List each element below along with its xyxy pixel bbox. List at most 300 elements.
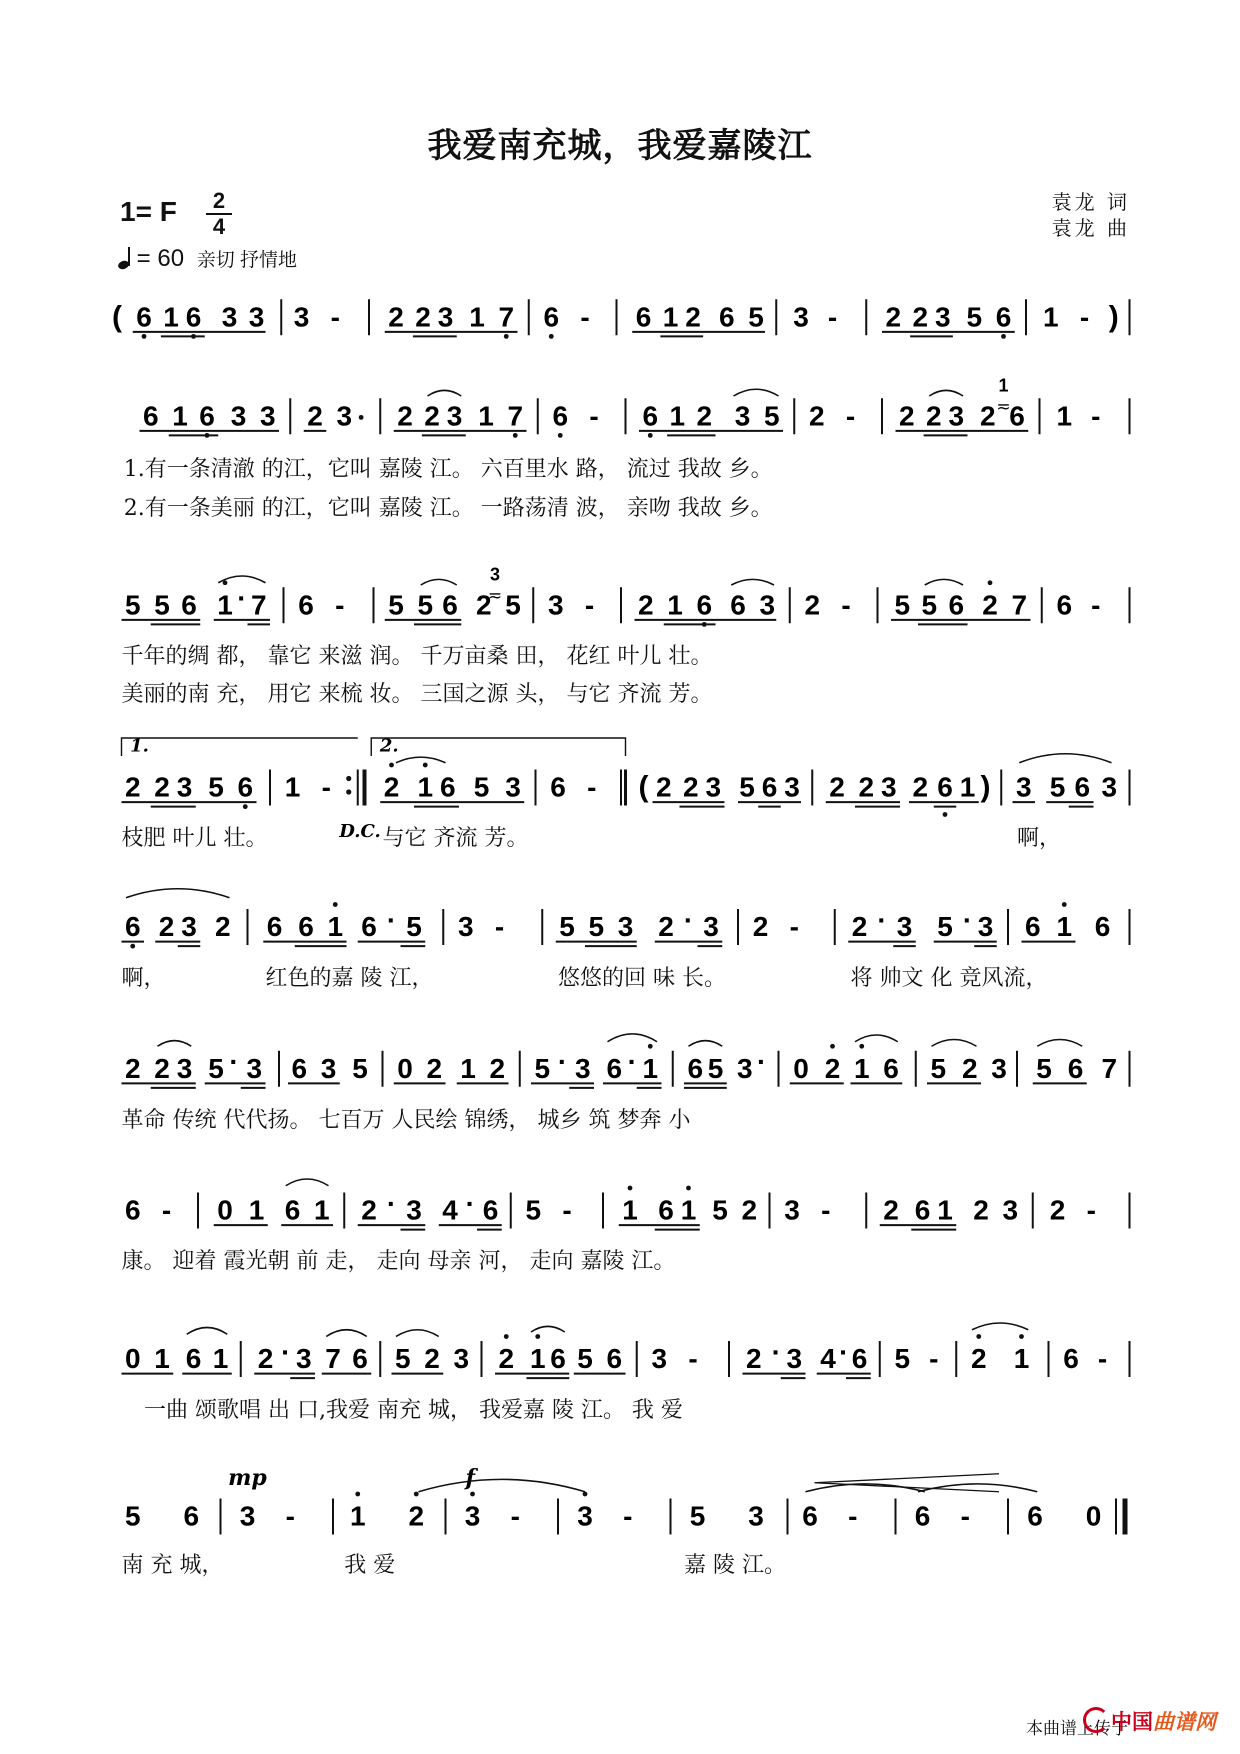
- note: 6: [237, 771, 254, 803]
- note: 5: [1049, 771, 1066, 803]
- note: 5: [534, 1052, 551, 1084]
- aug-dot: ·: [683, 904, 694, 936]
- slur: [918, 1484, 1037, 1492]
- note: 7: [507, 400, 524, 432]
- note: 7: [498, 301, 515, 333]
- aug-dot: ·: [386, 1187, 397, 1219]
- note: 2: [970, 1343, 987, 1374]
- note: 3: [336, 400, 353, 432]
- key-signature: 1= F: [120, 196, 177, 227]
- note: 2: [912, 771, 929, 803]
- high-octave-dot: [583, 1492, 588, 1497]
- lyric-line-6: 革命 传统 代代扬。 七百万 人民绘 锦绣， 城乡 筑 梦奔 小: [121, 1107, 691, 1133]
- note: 6: [1056, 589, 1073, 621]
- score-title: 我爱南充城，我爱嘉陵江: [427, 126, 813, 166]
- dash: -: [827, 301, 838, 333]
- note: 5: [208, 771, 224, 803]
- note: 2: [658, 911, 674, 942]
- note: 6: [1027, 1500, 1043, 1532]
- note: 2: [741, 1194, 758, 1226]
- slur: [396, 1330, 439, 1337]
- note: 2: [383, 771, 400, 803]
- note: 5: [937, 911, 953, 942]
- note: 5: [525, 1194, 542, 1226]
- note: 6: [1009, 400, 1025, 432]
- lyric-verse-1: 千年的绸 都， 靠它 来滋 润。 千万亩桑 田， 花红 叶儿 壮。: [121, 644, 713, 669]
- note: 1: [460, 1052, 476, 1084]
- dynamic-f: f: [465, 1465, 475, 1491]
- dash: -: [841, 589, 851, 621]
- dash: -: [330, 301, 340, 333]
- note: 6: [439, 771, 456, 803]
- note: 0: [124, 1343, 141, 1374]
- note: 3: [1015, 771, 1032, 803]
- low-octave-dot: [702, 622, 707, 627]
- upload-text: 本曲谱上传于: [1026, 1719, 1128, 1738]
- note: 6: [442, 589, 458, 621]
- grace-mark: ≂: [487, 585, 503, 605]
- note: 2: [158, 911, 175, 942]
- site-name-2: 曲谱网: [1153, 1711, 1216, 1734]
- lyric-line-9a: 南 充 城，: [121, 1553, 224, 1578]
- volta-2-label: 2.: [379, 735, 399, 757]
- aug-dot: ·: [281, 1336, 291, 1368]
- note: 2: [685, 301, 701, 333]
- lyric-verse-2: 2.有一条美丽 的江，它叫 嘉陵 江。 一路荡清 波， 亲吻 我故 乡。: [123, 495, 773, 521]
- note: 6: [914, 1194, 931, 1226]
- note: 1: [154, 1343, 170, 1374]
- slur: [531, 1326, 565, 1332]
- note: 5: [689, 1500, 706, 1532]
- note: 5: [124, 589, 141, 621]
- note: 1: [313, 1194, 330, 1226]
- dash: -: [789, 911, 799, 942]
- note: 2: [415, 301, 431, 333]
- note: 5: [588, 911, 605, 942]
- slur: [396, 757, 446, 763]
- note: 5: [352, 1052, 368, 1084]
- lyric-line-5c: 悠悠的回 味 长。: [558, 965, 726, 991]
- note: 4: [820, 1343, 836, 1374]
- repeat-dot: [346, 789, 351, 794]
- aug-dot: ·: [756, 1046, 767, 1077]
- note: 3: [246, 1052, 263, 1084]
- note: 6: [1024, 911, 1041, 942]
- note: 6: [482, 1194, 499, 1226]
- note: 5: [894, 1343, 911, 1374]
- note: 2: [858, 771, 875, 803]
- note: 3: [786, 1343, 803, 1374]
- note: 6: [1074, 771, 1091, 803]
- note: 2: [808, 400, 825, 432]
- note: 6: [183, 1500, 200, 1532]
- note: 2: [637, 589, 654, 621]
- meter-bottom: 4: [212, 214, 226, 239]
- note: 6: [851, 1343, 868, 1374]
- note: 2: [424, 400, 440, 432]
- note: 6: [181, 589, 197, 621]
- note: 6: [658, 1194, 674, 1226]
- note: 6: [298, 911, 314, 942]
- note: 1: [478, 400, 494, 432]
- note: 2: [307, 400, 323, 432]
- dash: -: [845, 400, 856, 432]
- note: 3: [176, 1052, 193, 1084]
- high-octave-dot: [535, 1334, 540, 1339]
- dash: -: [960, 1500, 970, 1532]
- note: 6: [266, 911, 283, 942]
- high-octave-dot: [423, 763, 428, 768]
- note: 3: [221, 301, 238, 333]
- low-octave-dot: [558, 433, 563, 438]
- note: 5: [763, 400, 780, 432]
- note: 6: [802, 1500, 818, 1532]
- note: 1: [853, 1052, 870, 1084]
- slur: [972, 1323, 1028, 1330]
- high-octave-dot: [223, 580, 228, 585]
- note: 6: [136, 301, 152, 333]
- low-octave-dot: [648, 433, 653, 438]
- slur: [286, 1179, 329, 1186]
- aug-dot: ·: [237, 582, 247, 614]
- dash: -: [335, 589, 345, 621]
- note: 1: [284, 771, 301, 803]
- open-paren: (: [638, 770, 649, 804]
- note: 3: [651, 1343, 668, 1374]
- note: 2: [397, 400, 413, 432]
- lyric-line-4c: 啊，: [1017, 826, 1062, 852]
- note: 3: [574, 1052, 591, 1084]
- time-signature: [206, 190, 232, 238]
- note: 2: [1049, 1194, 1066, 1226]
- note: 3: [1002, 1194, 1019, 1226]
- dynamic-mp: mp: [228, 1465, 267, 1491]
- low-octave-dot: [513, 433, 518, 438]
- note: 5: [388, 589, 404, 621]
- low-octave-dot: [191, 334, 196, 339]
- low-octave-dot: [504, 334, 509, 339]
- aug-dot: ·: [465, 1187, 475, 1219]
- note: 1: [1013, 1343, 1030, 1374]
- note: 3: [295, 1343, 312, 1374]
- dash: -: [321, 771, 331, 803]
- note: 2: [883, 1194, 899, 1226]
- note: 6: [185, 301, 202, 333]
- lyric-line-9b: 我 爱: [344, 1553, 396, 1578]
- lyric-line-5b: 红色的嘉 陵 江，: [265, 965, 434, 991]
- slur: [731, 579, 774, 585]
- note: 1: [1056, 400, 1073, 432]
- slur: [158, 1041, 192, 1047]
- aug-dot: ·: [962, 904, 973, 936]
- high-octave-dot: [504, 1334, 509, 1339]
- note: 5: [394, 1343, 411, 1374]
- note: 3: [293, 301, 310, 333]
- open-paren: (: [112, 300, 122, 334]
- high-octave-dot: [628, 1186, 633, 1191]
- note: 3: [320, 1052, 337, 1084]
- note: 3: [464, 1500, 481, 1532]
- lyric-line-4b: 与它 齐流 芳。: [382, 826, 529, 852]
- slur: [929, 390, 963, 396]
- note: 2: [408, 1500, 425, 1532]
- note: 2: [124, 771, 141, 803]
- note: 5: [748, 301, 764, 333]
- note: 6: [1067, 1052, 1084, 1084]
- note: 3: [784, 1194, 800, 1226]
- note: 6: [124, 1194, 141, 1226]
- dash: -: [929, 1343, 939, 1374]
- aug-dot: ·: [771, 1336, 781, 1368]
- aug-dot: [359, 415, 364, 420]
- note: 5: [124, 1500, 141, 1532]
- note: 6: [185, 1343, 202, 1374]
- note: 6: [635, 301, 652, 333]
- note: 3: [703, 911, 719, 942]
- slur: [932, 1040, 977, 1047]
- high-octave-dot: [470, 1492, 475, 1497]
- note: 3: [991, 1052, 1007, 1084]
- dash: -: [510, 1500, 520, 1532]
- aug-dot: ·: [229, 1046, 239, 1077]
- high-octave-dot: [686, 1186, 691, 1191]
- note: 1: [529, 1343, 546, 1374]
- note: 2: [752, 911, 769, 942]
- note: 5: [966, 301, 983, 333]
- note: 1: [469, 301, 485, 333]
- note: 5: [208, 1052, 224, 1084]
- note: 7: [1101, 1052, 1118, 1084]
- slur: [126, 889, 230, 898]
- slur: [187, 1328, 228, 1335]
- close-paren: ): [980, 770, 991, 804]
- note: 6: [883, 1052, 899, 1084]
- dash: -: [821, 1194, 831, 1226]
- note: 0: [793, 1052, 809, 1084]
- note: 6: [642, 400, 659, 432]
- note: 5: [417, 589, 434, 621]
- note: 1: [349, 1500, 366, 1532]
- note: 6: [606, 1343, 623, 1374]
- note: 3: [505, 771, 521, 803]
- note: 2: [979, 400, 996, 432]
- note: 6: [550, 1343, 566, 1374]
- high-octave-dot: [830, 1044, 835, 1049]
- dash: -: [1079, 301, 1090, 333]
- note: 6: [543, 301, 560, 333]
- note: 1: [667, 589, 683, 621]
- slur: [734, 389, 779, 396]
- low-octave-dot: [130, 944, 135, 949]
- note: 5: [559, 911, 575, 942]
- lyric-line-5a: 啊，: [121, 965, 166, 991]
- slur: [1019, 754, 1111, 763]
- aug-dot: ·: [839, 1336, 849, 1368]
- low-octave-dot: [943, 812, 948, 817]
- high-octave-dot: [389, 763, 394, 768]
- dash: -: [285, 1500, 295, 1532]
- note: 2: [489, 1052, 506, 1084]
- note: 2: [214, 911, 231, 942]
- low-octave-dot: [243, 804, 248, 809]
- note: 6: [1063, 1343, 1079, 1374]
- lyricist-credit: 袁龙 词: [1051, 190, 1130, 214]
- aug-dot: ·: [877, 904, 887, 936]
- note: 2: [154, 1052, 170, 1084]
- decrescendo-hairpin: [815, 1474, 1000, 1492]
- note: 6: [948, 589, 965, 621]
- note: 3: [977, 911, 994, 942]
- note: 3: [181, 911, 197, 942]
- note: 3: [259, 400, 276, 432]
- note: 6: [606, 1052, 623, 1084]
- note: 1: [669, 400, 686, 432]
- note: 2: [745, 1343, 762, 1374]
- note: 6: [761, 771, 778, 803]
- dash: -: [688, 1343, 698, 1374]
- slur: [428, 390, 462, 396]
- note: 0: [217, 1194, 233, 1226]
- note: 5: [930, 1052, 947, 1084]
- note: 0: [397, 1052, 413, 1084]
- lyric-verse-2: 美丽的南 充， 用它 来梳 妆。 三国之源 头， 与它 齐流 芳。: [121, 682, 713, 708]
- note: 3: [230, 400, 247, 432]
- composer-credit: 袁龙 曲: [1051, 216, 1130, 240]
- note: 3: [248, 301, 265, 333]
- dash: -: [1097, 1343, 1108, 1374]
- aug-dot: ·: [557, 1046, 568, 1077]
- slur: [419, 1479, 586, 1491]
- note: 1: [1056, 911, 1073, 942]
- note: 1: [327, 911, 344, 942]
- note: 6: [298, 589, 314, 621]
- slur: [1037, 1040, 1082, 1047]
- note: 3: [446, 400, 463, 432]
- note: 3: [748, 1500, 764, 1532]
- note: 6: [550, 771, 566, 803]
- logo-icon: [1083, 1707, 1109, 1733]
- lyric-verse-1: 1.有一条清澈 的江，它叫 嘉陵 江。 六百里水 路， 流过 我故 乡。: [123, 457, 773, 483]
- note: 3: [617, 911, 634, 942]
- dash: -: [1086, 1194, 1096, 1226]
- slur: [689, 1041, 723, 1047]
- note: 2: [388, 301, 404, 333]
- note: 1: [417, 771, 434, 803]
- dash: -: [580, 301, 590, 333]
- note: 1: [163, 301, 179, 333]
- note: 6: [687, 1052, 704, 1084]
- note: 5: [154, 589, 170, 621]
- note: 7: [250, 589, 267, 621]
- note: 4: [442, 1194, 458, 1226]
- high-octave-dot: [1019, 1334, 1024, 1339]
- note: 3: [406, 1194, 422, 1226]
- note: 6: [937, 771, 953, 803]
- note: 6: [730, 589, 746, 621]
- note: 5: [712, 1194, 728, 1226]
- note: 3: [437, 301, 454, 333]
- high-octave-dot: [333, 902, 338, 907]
- lyric-line-7: 康。 迎着 霞光朝 前 走， 走向 母亲 河， 走向 嘉陵 江。: [121, 1249, 676, 1275]
- note: 3: [934, 301, 951, 333]
- high-octave-dot: [355, 1492, 360, 1497]
- note: 6: [914, 1500, 931, 1532]
- high-octave-dot: [988, 580, 993, 585]
- note: 6: [995, 301, 1012, 333]
- note: 3: [239, 1500, 256, 1532]
- note: 1: [680, 1194, 697, 1226]
- high-octave-dot: [414, 1492, 419, 1497]
- low-octave-dot: [205, 433, 210, 438]
- site-logo: [1083, 1706, 1216, 1736]
- low-octave-dot: [142, 334, 147, 339]
- note: 5: [894, 589, 911, 621]
- note: 1: [1042, 301, 1059, 333]
- meter-top: 2: [212, 188, 226, 213]
- note: 2: [982, 589, 998, 621]
- high-octave-dot: [976, 1334, 981, 1339]
- note: 2: [682, 771, 699, 803]
- grace-mark: ≂: [996, 396, 1011, 416]
- high-octave-dot: [859, 1044, 864, 1049]
- note: 6: [718, 301, 735, 333]
- note: 2: [804, 589, 821, 621]
- note: 2: [475, 589, 492, 621]
- note: 6: [361, 911, 377, 942]
- note: 3: [759, 589, 776, 621]
- dash: -: [848, 1500, 858, 1532]
- note: 2: [655, 771, 672, 803]
- dash: -: [562, 1194, 572, 1226]
- site-name-1: 中国: [1111, 1711, 1153, 1734]
- dash: -: [623, 1500, 633, 1532]
- dash: -: [161, 1194, 172, 1226]
- dash: -: [584, 589, 595, 621]
- note: 1: [662, 301, 679, 333]
- slur: [608, 1034, 658, 1042]
- note: 0: [1085, 1500, 1102, 1532]
- note: 2: [829, 771, 845, 803]
- note: 2: [361, 1194, 377, 1226]
- slur: [421, 579, 457, 585]
- note: 6: [1094, 911, 1111, 942]
- slur: [326, 1330, 367, 1337]
- lyric-line-4a: 枝肥 叶儿 壮。: [121, 826, 268, 852]
- slur: [925, 579, 963, 585]
- note: 2: [851, 911, 868, 942]
- lyric-line-8: 一曲 颂歌唱 出 口,我爱 南充 城， 我爱嘉 陵 江。 我 爱: [144, 1397, 683, 1423]
- note: 3: [948, 400, 965, 432]
- note: 6: [291, 1052, 308, 1084]
- aug-dot: ·: [627, 1046, 637, 1077]
- note: 6: [352, 1343, 368, 1374]
- note: 3: [736, 1052, 753, 1084]
- note: 2: [912, 301, 929, 333]
- note: 3: [577, 1500, 593, 1532]
- note: 3: [453, 1343, 470, 1374]
- note: 6: [696, 589, 713, 621]
- note: 5: [1036, 1052, 1052, 1084]
- note: 1: [642, 1052, 659, 1084]
- dash: -: [1091, 400, 1101, 432]
- volta-2-bracket: [371, 735, 625, 757]
- quarter-note-icon: [118, 247, 130, 269]
- dash: -: [589, 400, 599, 432]
- note: 3: [176, 771, 193, 803]
- note: 1: [937, 1194, 953, 1226]
- note: 1: [248, 1194, 265, 1226]
- tempo-expression: 亲切 抒情地: [196, 250, 298, 271]
